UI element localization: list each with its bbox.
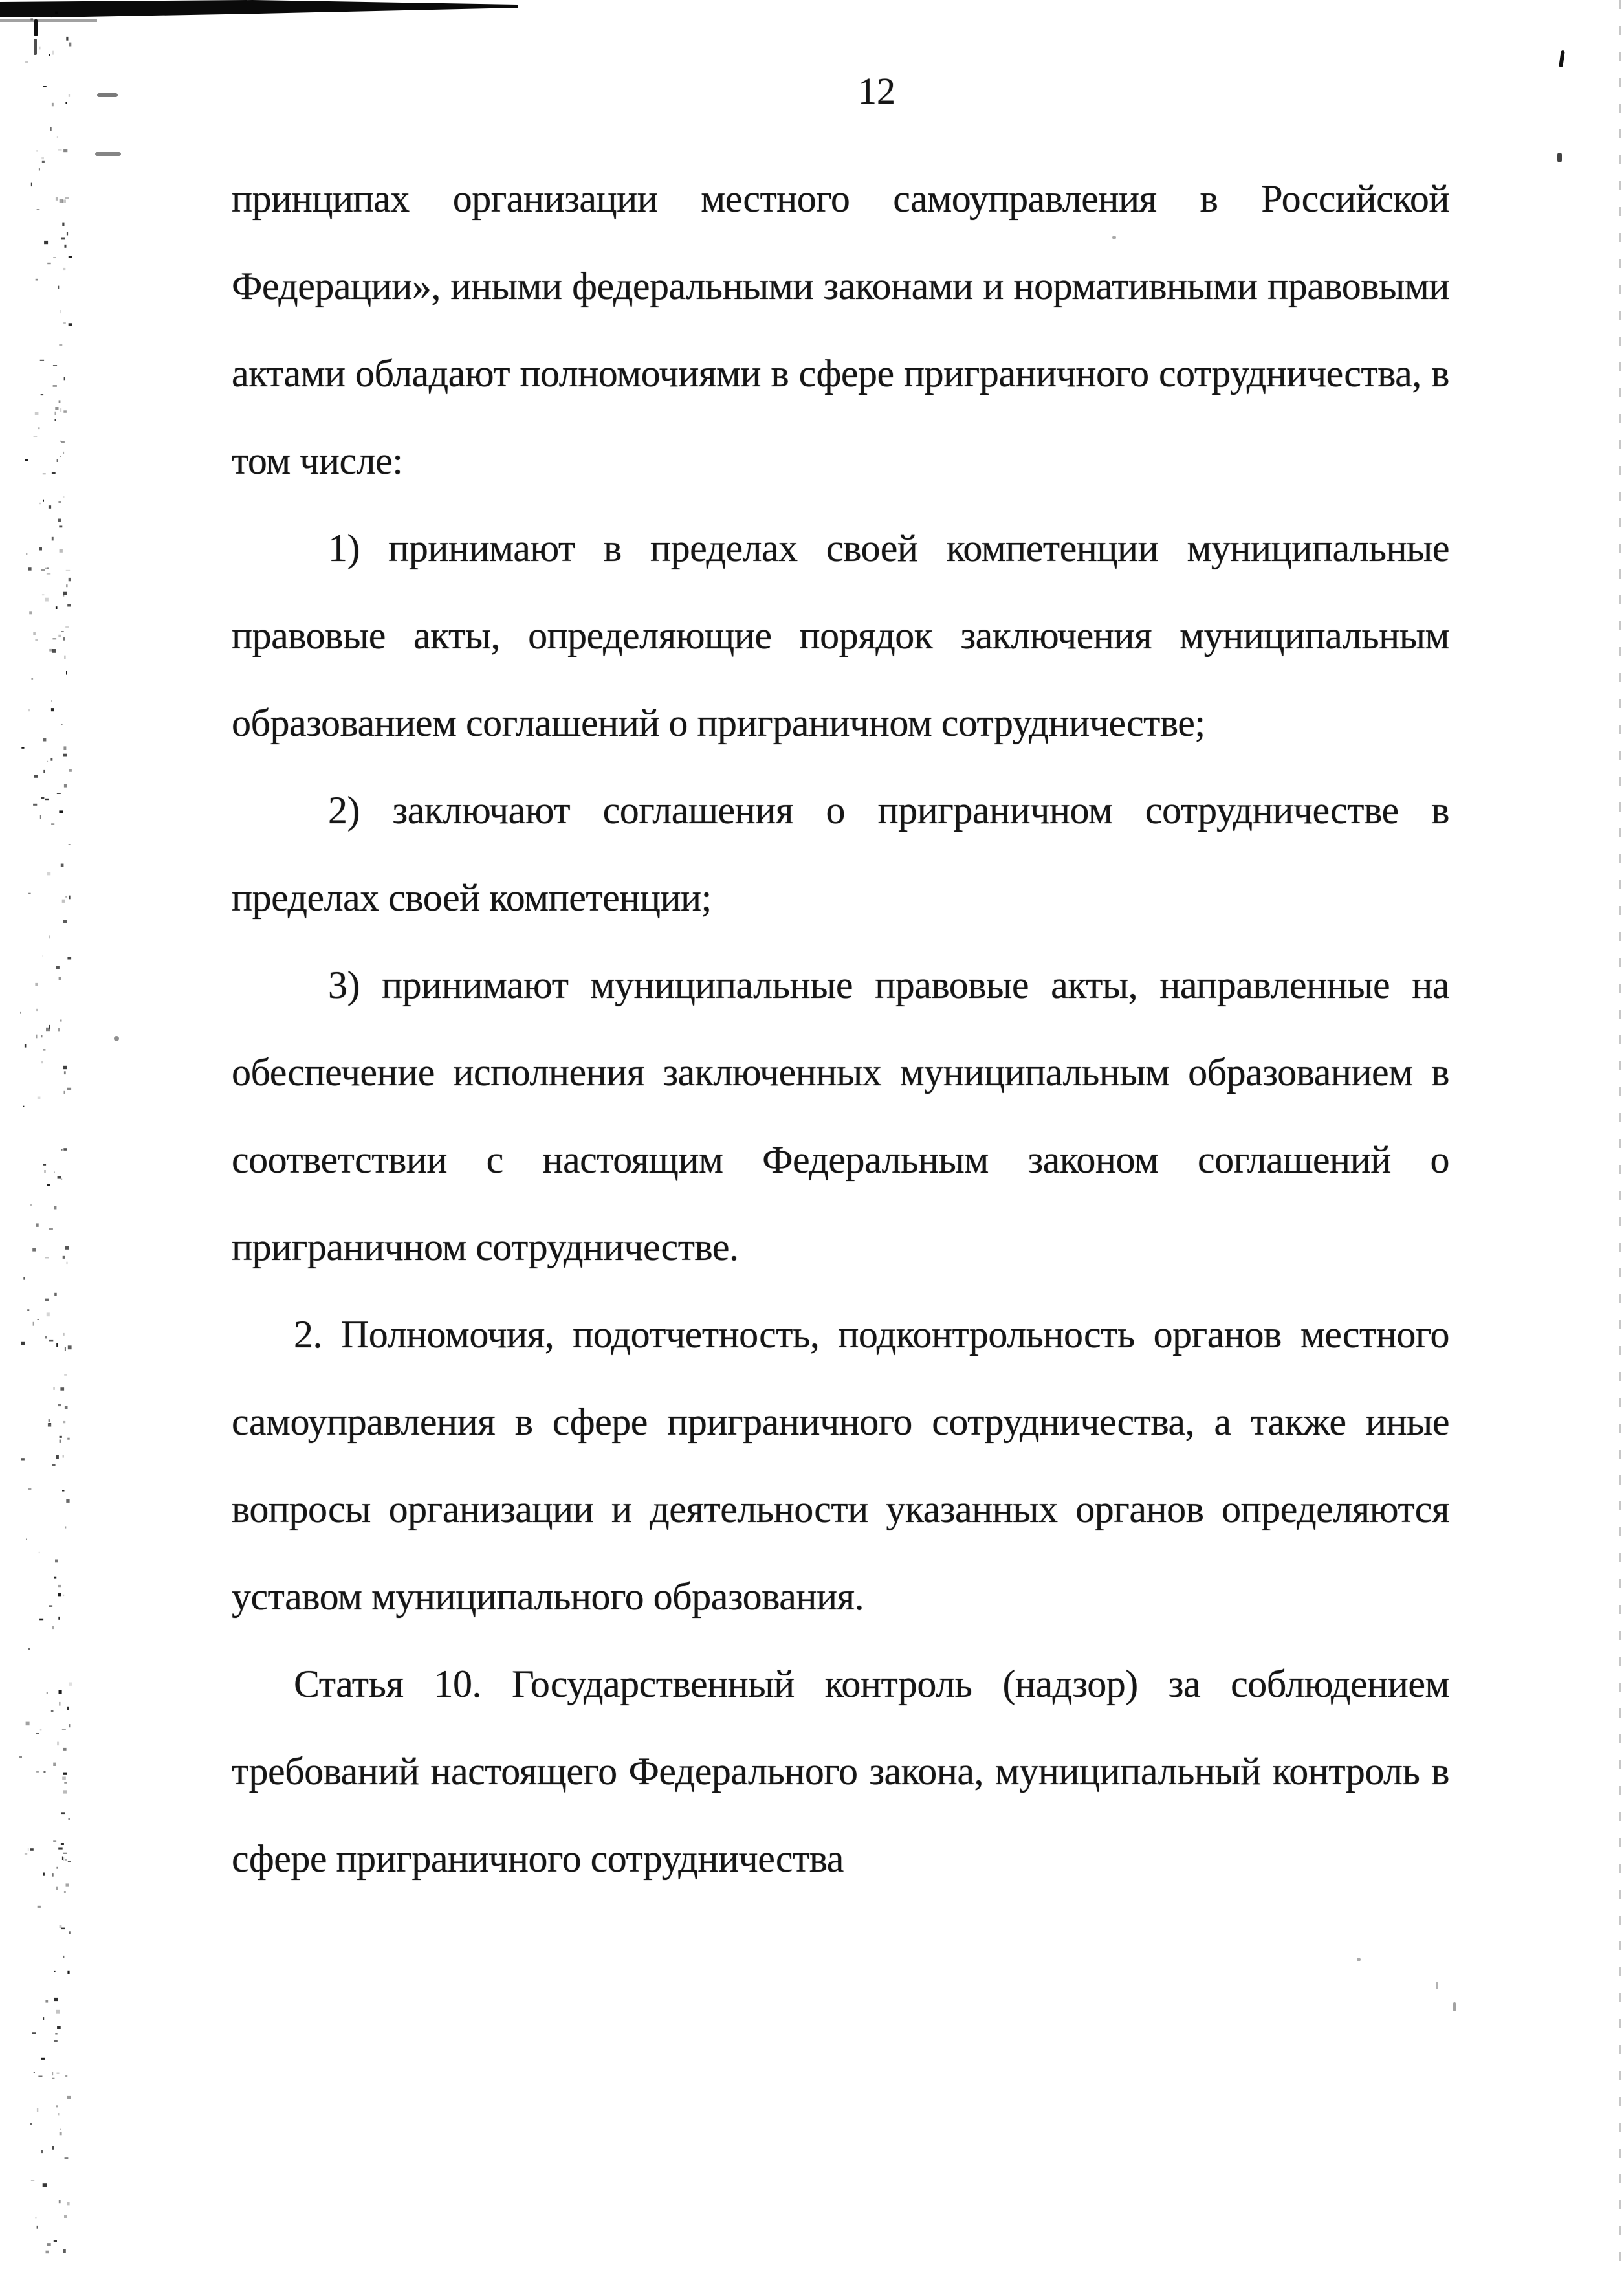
paragraph-item-1 bbox=[232, 505, 1449, 767]
stray-mark-icon bbox=[1559, 50, 1565, 68]
text-line: 3) принимают муниципальные правовые акты, направленные на bbox=[328, 964, 1449, 1006]
top-edge-streak-artifact bbox=[0, 0, 518, 17]
text-line: правовые акты, определяющие порядок заключения муниципальным bbox=[232, 614, 1449, 657]
text-line: 2) заключают соглашения о приграничном сотрудничестве в bbox=[328, 789, 1449, 832]
pen-mark-icon bbox=[95, 152, 121, 156]
paragraph-continuation bbox=[232, 155, 1449, 505]
text-line: уставом муниципального образования. bbox=[232, 1575, 864, 1618]
text-line: 1) принимают в пределах своей компетенции муниципальные bbox=[328, 527, 1449, 569]
top-edge-substreak-artifact bbox=[0, 19, 97, 22]
pen-mark-icon bbox=[34, 39, 37, 55]
text-line: обеспечение исполнения заключенных муниципальным образованием в bbox=[232, 1051, 1449, 1094]
text-line: пределах своей компетенции; bbox=[232, 876, 712, 919]
text-line: 2. Полномочия, подотчетность, подконтрольность органов местного bbox=[294, 1313, 1449, 1356]
left-margin-noise-artifact bbox=[19, 12, 72, 2254]
page-number: 12 bbox=[858, 70, 895, 112]
text-block bbox=[232, 155, 1449, 1903]
stray-mark-icon bbox=[1357, 1958, 1361, 1961]
paragraph-clause-2 bbox=[232, 1291, 1449, 1641]
text-line: приграничном сотрудничестве. bbox=[232, 1226, 739, 1268]
text-line: актами обладают полномочиями в сфере приграничного сотрудничества, в bbox=[232, 352, 1449, 395]
text-line: требований настоящего Федерального закона, муниципальный контроль в bbox=[232, 1750, 1449, 1793]
stray-mark-icon bbox=[114, 1036, 119, 1041]
text-line: образованием соглашений о приграничном сотрудничестве; bbox=[232, 702, 1205, 744]
text-line: Статья 10. Государственный контроль (надзор) за соблюдением bbox=[294, 1663, 1449, 1705]
stray-mark-icon bbox=[1453, 2002, 1456, 2011]
paragraph-article-10-heading bbox=[232, 1641, 1449, 1903]
text-line: вопросы организации и деятельности указанных органов определяются bbox=[232, 1488, 1449, 1530]
text-line: самоуправления в сфере приграничного сотрудничества, а также иные bbox=[232, 1400, 1449, 1443]
stray-mark-icon bbox=[1557, 153, 1562, 162]
stray-mark-icon bbox=[1436, 1982, 1438, 1989]
text-line: принципах организации местного самоуправления в Российской bbox=[232, 177, 1449, 220]
text-line: сфере приграничного сотрудничества bbox=[232, 1837, 844, 1880]
text-line: Федерации», иными федеральными законами и нормативными правовыми bbox=[232, 265, 1449, 307]
paragraph-item-3 bbox=[232, 942, 1449, 1291]
paragraph-item-2 bbox=[232, 767, 1449, 942]
text-line: том числе: bbox=[232, 439, 403, 482]
pen-mark-icon bbox=[34, 19, 38, 36]
pen-mark-icon bbox=[97, 93, 118, 97]
text-line: соответствии с настоящим Федеральным законом соглашений о bbox=[232, 1138, 1449, 1181]
